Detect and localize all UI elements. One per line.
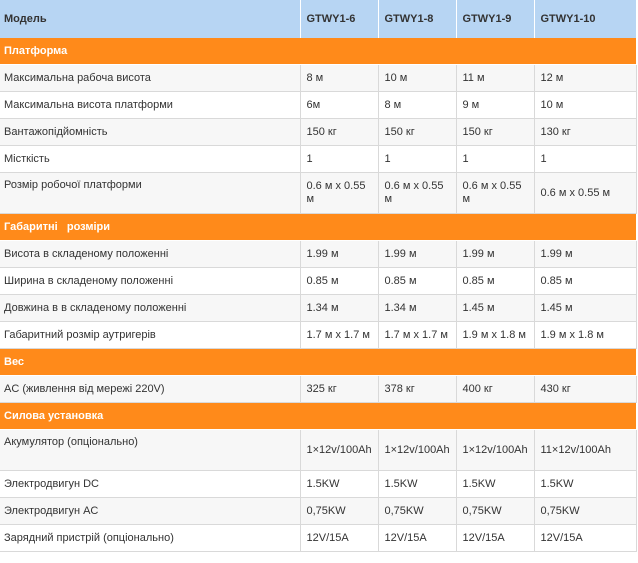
cell-value: 11×12v/100Ah — [534, 430, 636, 471]
cell-value: 1.99 м — [456, 241, 534, 268]
cell-value: 1 — [534, 146, 636, 173]
cell-value: 10 м — [378, 65, 456, 92]
table-row — [0, 295, 636, 322]
cell-value: 1.34 м — [300, 295, 378, 322]
section-title: Силова установка — [0, 403, 636, 430]
row-label: Висота в складеному положенні — [0, 241, 300, 268]
cell-value: 1.99 м — [300, 241, 378, 268]
section-header-weight — [0, 349, 636, 376]
row-label: Довжина в в складеному положенні — [0, 295, 300, 322]
cell-value: 400 кг — [456, 376, 534, 403]
table-row — [0, 471, 636, 498]
cell-value: 130 кг — [534, 119, 636, 146]
cell-value: 0.6 м х 0.55 м — [378, 173, 456, 214]
section-title: Габаритні розміри — [0, 214, 636, 241]
cell-value: 1 — [456, 146, 534, 173]
row-label: Электродвигун AC — [0, 498, 300, 525]
cell-value: 1.7 м х 1.7 м — [378, 322, 456, 349]
cell-value: 0.85 м — [300, 268, 378, 295]
model-header-3: GTWY1-9 — [456, 0, 534, 38]
cell-value: 0.6 м х 0.55 м — [456, 173, 534, 214]
cell-value: 1.34 м — [378, 295, 456, 322]
cell-value: 150 кг — [378, 119, 456, 146]
cell-value: 12V/15A — [300, 525, 378, 552]
cell-value: 0,75KW — [378, 498, 456, 525]
table-row — [0, 498, 636, 525]
row-label: Зарядний пристрій (опціонально) — [0, 525, 300, 552]
cell-value: 12V/15A — [456, 525, 534, 552]
cell-value: 0.6 м х 0.55 м — [534, 173, 636, 214]
cell-value: 1.5KW — [456, 471, 534, 498]
cell-value: 12 м — [534, 65, 636, 92]
cell-value: 1 — [378, 146, 456, 173]
cell-value: 0.85 м — [378, 268, 456, 295]
row-label: Ширина в складеному положенні — [0, 268, 300, 295]
cell-value: 1×12v/100Ah — [300, 430, 378, 471]
table-row — [0, 241, 636, 268]
model-header-4: GTWY1-10 — [534, 0, 636, 38]
section-header-platform — [0, 38, 636, 65]
cell-value: 11 м — [456, 65, 534, 92]
row-label: Максимальна рабоча висота — [0, 65, 300, 92]
model-header-2: GTWY1-8 — [378, 0, 456, 38]
section-title: Платформа — [0, 38, 636, 65]
cell-value: 1.5KW — [534, 471, 636, 498]
model-header-1: GTWY1-6 — [300, 0, 378, 38]
table-header-row — [0, 0, 636, 38]
table-row — [0, 119, 636, 146]
table-row — [0, 65, 636, 92]
cell-value: 0.85 м — [534, 268, 636, 295]
table-row — [0, 376, 636, 403]
cell-value: 1.45 м — [456, 295, 534, 322]
cell-value: 10 м — [534, 92, 636, 119]
row-label: Місткість — [0, 146, 300, 173]
table-row — [0, 268, 636, 295]
cell-value: 150 кг — [300, 119, 378, 146]
row-label: Вантажопідйомність — [0, 119, 300, 146]
cell-value: 1×12v/100Ah — [378, 430, 456, 471]
table-row — [0, 92, 636, 119]
cell-value: 430 кг — [534, 376, 636, 403]
row-label: Габаритний розмір аутригерів — [0, 322, 300, 349]
cell-value: 325 кг — [300, 376, 378, 403]
row-label: Электродвигун DC — [0, 471, 300, 498]
cell-value: 1 — [300, 146, 378, 173]
section-title: Вес — [0, 349, 636, 376]
cell-value: 1.99 м — [534, 241, 636, 268]
cell-value: 1.9 м х 1.8 м — [534, 322, 636, 349]
table-row — [0, 322, 636, 349]
cell-value: 0,75KW — [300, 498, 378, 525]
cell-value: 8 м — [378, 92, 456, 119]
cell-value: 1.99 м — [378, 241, 456, 268]
cell-value: 1.5KW — [378, 471, 456, 498]
cell-value: 150 кг — [456, 119, 534, 146]
table-row — [0, 173, 636, 214]
section-header-dimensions — [0, 214, 636, 241]
row-label: Максимальна висота платформи — [0, 92, 300, 119]
cell-value: 9 м — [456, 92, 534, 119]
cell-value: 0.85 м — [456, 268, 534, 295]
model-header: Модель — [0, 0, 300, 38]
cell-value: 8 м — [300, 65, 378, 92]
cell-value: 378 кг — [378, 376, 456, 403]
cell-value: 12V/15A — [378, 525, 456, 552]
row-label: AC (живлення від мережі 220V) — [0, 376, 300, 403]
section-header-power — [0, 403, 636, 430]
cell-value: 1.7 м х 1.7 м — [300, 322, 378, 349]
row-label: Розмір робочої платформи — [0, 173, 300, 214]
cell-value: 0,75KW — [456, 498, 534, 525]
row-label: Акумулятор (опціонально) — [0, 430, 300, 471]
cell-value: 0.6 м х 0.55 м — [300, 173, 378, 214]
table-row — [0, 525, 636, 552]
cell-value: 1.9 м х 1.8 м — [456, 322, 534, 349]
cell-value: 1.45 м — [534, 295, 636, 322]
cell-value: 6м — [300, 92, 378, 119]
cell-value: 0,75KW — [534, 498, 636, 525]
cell-value: 12V/15A — [534, 525, 636, 552]
cell-value: 1×12v/100Ah — [456, 430, 534, 471]
table-row — [0, 146, 636, 173]
table-row — [0, 430, 636, 471]
cell-value: 1.5KW — [300, 471, 378, 498]
